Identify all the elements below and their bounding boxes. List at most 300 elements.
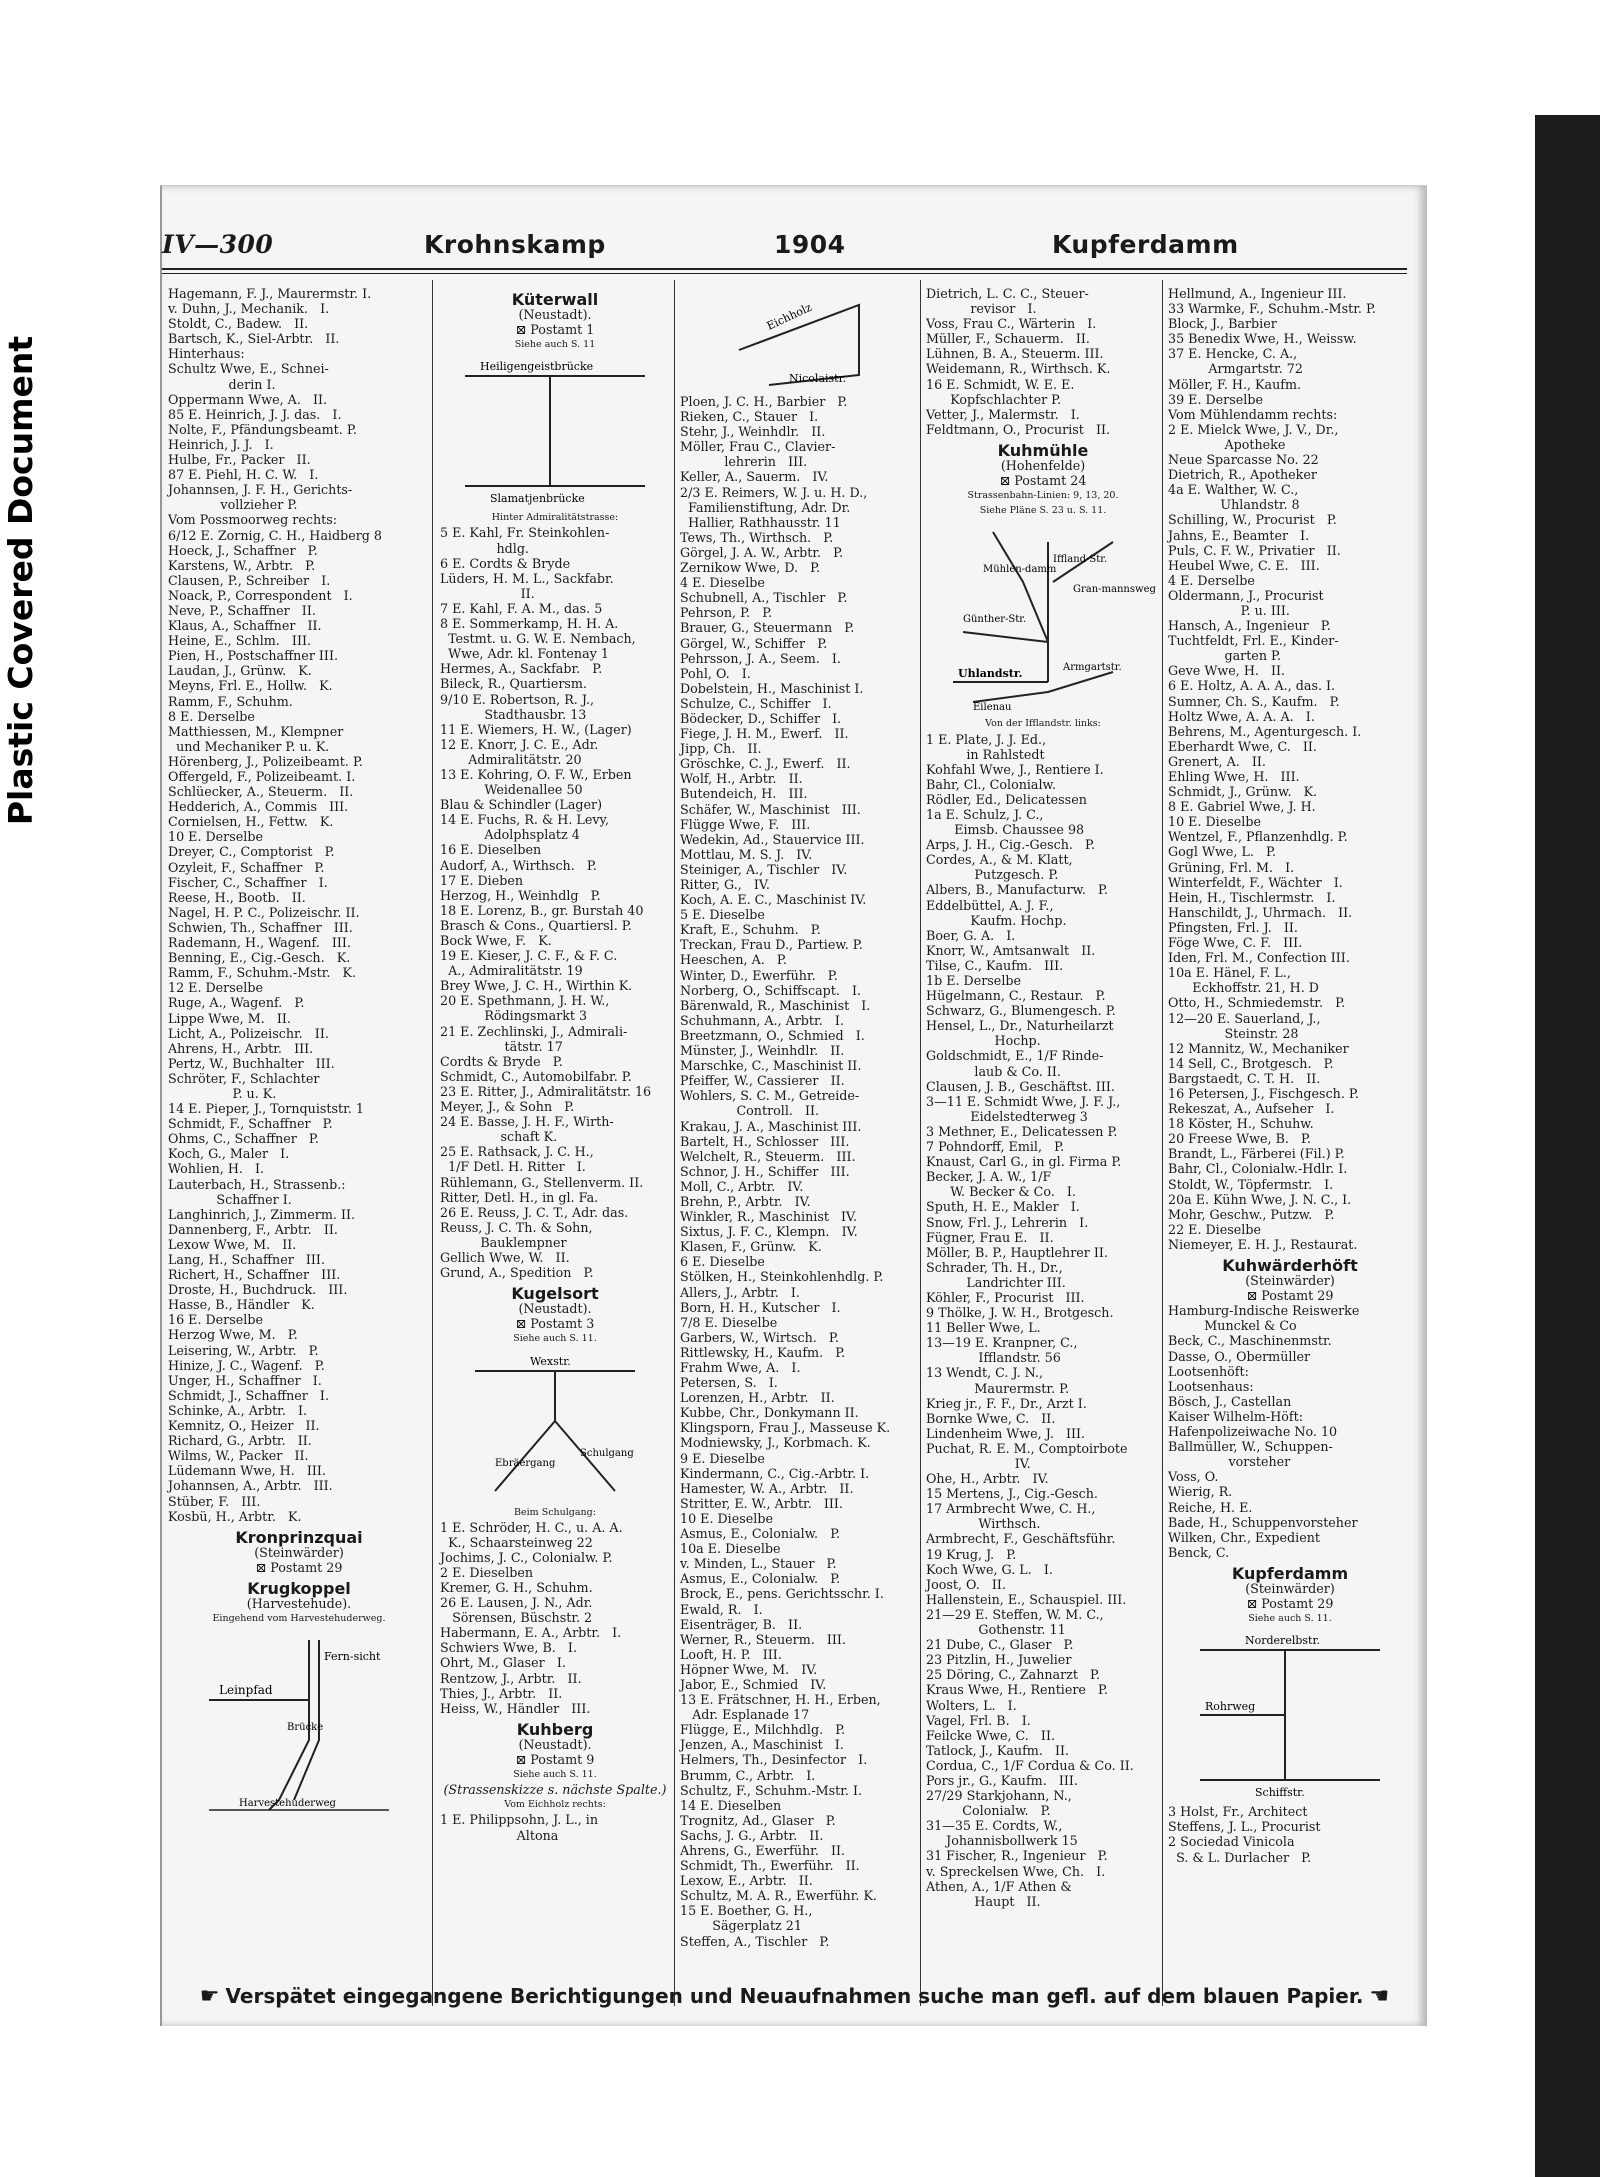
directory-entry: Reiche, H. E. <box>1168 1499 1253 1515</box>
street-map-kugelsort <box>455 1351 655 1501</box>
directory-entry: lehrerin III. <box>680 454 808 470</box>
directory-entry: Behrens, M., Agenturgesch. I. <box>1168 723 1362 739</box>
directory-entry: Köhler, F., Procurist III. <box>926 1289 1085 1305</box>
directory-entry: Reuss, J. C. Th. & Sohn, <box>440 1219 593 1235</box>
street-heading-kupferdamm: Kupferdamm <box>1231 1563 1349 1583</box>
directory-entry: Mohr, Geschw., Putzw. P. <box>1168 1206 1335 1222</box>
directory-entry: Eberhardt Wwe, C. II. <box>1168 738 1317 754</box>
directory-entry: Armgartstr. 72 <box>1168 361 1303 377</box>
directory-entry: 15 Mertens, J., Cig.-Gesch. <box>926 1486 1098 1502</box>
directory-entry: Wohlien, H. I. <box>168 1161 265 1177</box>
directory-entry: Marschke, C., Maschinist II. <box>680 1058 862 1074</box>
directory-entry: 14 Sell, C., Brotgesch. P. <box>1168 1055 1334 1071</box>
directory-entry: Rekeszat, A., Aufseher I. <box>1168 1101 1335 1117</box>
directory-entry: Bornke Wwe, C. II. <box>926 1410 1056 1426</box>
svg-text:Eilenau: Eilenau <box>973 702 1012 714</box>
directory-entry: Schäfer, W., Maschinist III. <box>680 801 861 817</box>
directory-entry: Grenert, A. II. <box>1168 753 1266 769</box>
directory-entry: 13 E. Kohring, O. F. W., Erben <box>440 766 632 782</box>
svg-text:Mühlen-damm: Mühlen-damm <box>983 564 1057 576</box>
directory-entry: 20a E. Kühn Wwe, J. N. C., I. <box>1168 1191 1352 1207</box>
directory-entry: 25 E. Rathsack, J. C. H., <box>440 1144 594 1160</box>
directory-entry: Jochims, J. C., Colonialw. P. <box>440 1549 613 1565</box>
directory-entry: Koch, G., Maler I. <box>168 1146 290 1162</box>
directory-entry: Uhlandstr. 8 <box>1168 497 1300 513</box>
directory-entry: Johannisbollwerk 15 <box>926 1833 1078 1849</box>
directory-entry: Iden, Frl. M., Confection III. <box>1168 950 1350 966</box>
directory-entry: Kaiser Wilhelm-Höft: <box>1168 1408 1303 1424</box>
directory-entry: Hinterhaus: <box>168 346 245 362</box>
column-divider <box>1162 280 1163 2006</box>
street-map-kupferdamm <box>1190 1630 1390 1800</box>
directory-entry: Gothenstr. 11 <box>926 1622 1066 1638</box>
directory-entry: Ruge, A., Wagenf. P. <box>168 995 305 1011</box>
postamt: ⊠ Postamt 1 <box>515 322 595 338</box>
cross-reference: Siehe auch S. 11 <box>514 339 596 351</box>
directory-entry: Schulze, C., Schiffer I. <box>680 695 832 711</box>
directory-entry: Ploen, J. C. H., Barbier P. <box>680 394 848 409</box>
directory-entry: Weidenallee 50 <box>440 782 583 798</box>
directory-entry: 19 Krug, J. P. <box>926 1546 1017 1562</box>
directory-entry: 12—20 E. Sauerland, J., <box>1168 1010 1321 1026</box>
entry-list <box>440 1520 670 1716</box>
directory-entry: Pohl, O. I. <box>680 665 751 681</box>
directory-entry: 17 Armbrecht Wwe, C. H., <box>926 1501 1096 1517</box>
directory-entry: garten P. <box>1168 648 1282 664</box>
directory-entry: 1/F Detl. H. Ritter I. <box>440 1159 586 1175</box>
directory-entry: Offergeld, F., Polizeibeamt. I. <box>168 769 356 784</box>
directory-entry: Sixtus, J. F. C., Klempn. IV. <box>680 1224 858 1240</box>
directory-entry: 13 E. Frätschner, H. H., Erben, <box>680 1692 881 1708</box>
directory-entry: Hafenpolizeiwache No. 10 <box>1168 1424 1338 1440</box>
directory-entry: Vagel, Frl. B. I. <box>926 1712 1031 1728</box>
directory-entry: Neue Sparcasse No. 22 <box>1168 452 1319 468</box>
directory-entry: Feilcke Wwe, C. II. <box>926 1727 1055 1743</box>
directory-entry: 5 E. Kahl, Fr. Steinkohlen- <box>440 525 610 541</box>
entry-list <box>1168 286 1412 1252</box>
directory-entry: Bartelt, H., Schlosser III. <box>680 1133 850 1149</box>
directory-entry: Arps, J. H., Cig.-Gesch. P. <box>926 837 1096 853</box>
directory-entry: 2 E. Mielck Wwe, J. V., Dr., <box>1168 421 1339 437</box>
map-label: Leinpfad <box>219 1683 273 1698</box>
directory-entry: Cordts & Bryde P. <box>440 1053 563 1069</box>
directory-entry: Schlüecker, A., Steuerm. II. <box>168 784 354 800</box>
postamt: ⊠ Postamt 9 <box>515 1752 595 1768</box>
column-3 <box>680 286 918 2006</box>
directory-entry: Breetzmann, O., Schmied I. <box>680 1027 865 1043</box>
directory-entry: Meyer, J., & Sohn P. <box>440 1099 575 1115</box>
street-heading-kugelsort: Kugelsort <box>511 1284 599 1304</box>
directory-entry: Puchat, R. E. M., Comptoirbote <box>926 1440 1128 1456</box>
directory-entry: Hermes, A., Sackfabr. P. <box>440 661 603 677</box>
directory-entry: Tews, Th., Wirthsch. P. <box>680 529 834 545</box>
svg-text:Norderelbstr.: Norderelbstr. <box>1245 1634 1320 1648</box>
directory-entry: Vetter, J., Malermstr. I. <box>926 406 1080 422</box>
directory-entry: Hamester, W. A., Arbtr. II. <box>680 1480 854 1496</box>
directory-entry: Schmidt, J., Grünw. K. <box>1168 784 1318 800</box>
directory-entry: Stüber, F. III. <box>168 1493 261 1509</box>
directory-entry: Otto, H., Schmiedemstr. P. <box>1168 995 1346 1011</box>
directory-entry: Ozyleit, F., Schaffner P. <box>168 859 325 875</box>
page-header <box>162 230 1427 270</box>
directory-entry: Rödingsmarkt 3 <box>440 1008 588 1024</box>
directory-entry: Weidemann, R., Wirthsch. K. <box>926 361 1111 377</box>
directory-entry: Winter, D., Ewerführ. P. <box>680 967 838 983</box>
directory-entry: Richert, H., Schaffner III. <box>168 1267 341 1283</box>
directory-entry: Schmidt, J., Schaffner I. <box>168 1387 329 1403</box>
directory-entry: Brandt, L., Färberei (Fil.) P. <box>1168 1146 1345 1162</box>
directory-entry: Heinrich, J. J. I. <box>168 436 274 452</box>
directory-entry: Flügge, E., Milchhdlg. P. <box>680 1722 846 1738</box>
directory-entry: Ramm, F., Schuhm. <box>168 693 293 709</box>
directory-entry: Kubbe, Chr., Donkymann II. <box>680 1405 859 1421</box>
directory-entry: Bade, H., Schuppenvorsteher <box>1168 1514 1358 1530</box>
directory-entry: Eisenträger, B. II. <box>680 1616 803 1632</box>
directory-entry: 7/8 E. Dieselbe <box>680 1314 778 1330</box>
directory-entry: Kraft, E., Schuhm. P. <box>680 922 821 938</box>
directory-entry: Frahm Wwe, A. I. <box>680 1360 801 1375</box>
directory-entry: Tilse, C., Kaufm. III. <box>926 957 1064 973</box>
directory-entry: IV. <box>926 1456 1031 1471</box>
directory-entry: Thies, J., Arbtr. II. <box>440 1685 563 1701</box>
directory-entry: Controll. II. <box>680 1103 820 1119</box>
directory-entry: Hamburg-Indische Reiswerke <box>1168 1303 1360 1319</box>
directory-entry: 11 Beller Wwe, L. <box>926 1320 1041 1336</box>
directory-entry: Kemnitz, O., Heizer II. <box>168 1418 320 1434</box>
directory-entry: 10 E. Dieselbe <box>680 1510 773 1526</box>
directory-entry: Schröter, F., Schlachter <box>168 1070 320 1086</box>
directory-entry: Föge Wwe, C. F. III. <box>1168 935 1303 951</box>
directory-entry: Treckan, Frau D., Partiew. P. <box>680 937 863 953</box>
directory-entry: Hagemann, F. J., Maurermstr. I. <box>168 286 372 301</box>
directory-entry: 25 Döring, C., Zahnarzt P. <box>926 1667 1101 1683</box>
directory-entry: Apotheke <box>1168 436 1286 452</box>
directory-entry: K., Schaarsteinweg 22 <box>440 1534 593 1550</box>
directory-entry: schaft K. <box>440 1129 558 1145</box>
directory-entry: Rieken, C., Stauer I. <box>680 409 819 425</box>
directory-entry: Krieg jr., F. F., Dr., Arzt I. <box>926 1395 1087 1411</box>
header-year: 1904 <box>774 230 846 259</box>
directory-entry: Born, H. H., Kutscher I. <box>680 1299 841 1315</box>
directory-entry: Testmt. u. G. W. E. Nembach, <box>440 631 636 647</box>
district: (Harvestehude). <box>246 1596 352 1612</box>
directory-entry: Familienstiftung, Adr. Dr. <box>680 499 851 515</box>
directory-entry: 16 E. Derselbe <box>168 1312 263 1328</box>
directory-entry: Bargstaedt, C. T. H. II. <box>1168 1070 1321 1086</box>
directory-entry: Stehr, J., Weinhdlr. II. <box>680 424 826 440</box>
directory-entry: Hörenberg, J., Polizeibeamt. P. <box>168 753 363 769</box>
directory-entry: Dietrich, L. C. C., Steuer- <box>926 286 1089 301</box>
directory-entry: 10a E. Hänel, F. L., <box>1168 965 1291 981</box>
directory-entry: Wedekin, Ad., Stauervice III. <box>680 831 865 847</box>
directory-entry: Lüdemann Wwe, H. III. <box>168 1463 326 1479</box>
directory-entry: Heiss, W., Händler III. <box>440 1700 591 1716</box>
section-note: Beim Schulgang: <box>514 1506 596 1518</box>
directory-entry: Vom Mühlendamm rechts: <box>1168 406 1338 422</box>
directory-entry: Adolphsplatz 4 <box>440 827 580 843</box>
directory-entry: Putzgesch. P. <box>926 867 1059 883</box>
directory-entry: 4 E. Dieselbe <box>680 575 765 591</box>
directory-entry: Pertz, W., Buchhalter III. <box>168 1055 335 1071</box>
district: (Steinwärder) <box>1245 1273 1335 1289</box>
directory-entry: Schnor, J. H., Schiffer III. <box>680 1163 850 1179</box>
directory-entry: Petersen, S. I. <box>680 1375 778 1391</box>
directory-entry: Wirthsch. <box>926 1516 1041 1532</box>
directory-entry: Görgel, W., Schiffer P. <box>680 635 828 651</box>
directory-entry: Lexow Wwe, M. II. <box>168 1236 297 1252</box>
directory-entry: Feldtmann, O., Procurist II. <box>926 421 1111 437</box>
street-map-kuterwall <box>455 356 655 506</box>
directory-entry: S. & L. Durlacher P. <box>1168 1849 1312 1865</box>
street-heading-kuterwall: Küterwall <box>511 290 599 309</box>
directory-entry: Benck, C. <box>1168 1544 1230 1560</box>
directory-entry: Lorenzen, H., Arbtr. II. <box>680 1390 835 1406</box>
entry-list <box>1168 1303 1412 1560</box>
directory-entry: Kaufm. Hochp. <box>926 912 1067 928</box>
directory-entry: Schmidt, Th., Ewerführ. II. <box>680 1858 860 1874</box>
directory-entry: Albers, B., Manufacturw. P. <box>926 882 1108 898</box>
directory-entry: Adr. Esplanade 17 <box>680 1707 810 1723</box>
svg-text:Slamatjenbrücke: Slamatjenbrücke <box>490 492 585 506</box>
directory-entry: 20 E. Spethmann, J. H. W., <box>440 993 610 1009</box>
directory-entry: Eckhoffstr. 21, H. D <box>1168 980 1319 996</box>
directory-entry: Vom Possmoorweg rechts: <box>168 512 338 528</box>
directory-entry: Klingsporn, Frau J., Masseuse K. <box>680 1420 891 1436</box>
street-heading-kuhwarderhoft: Kuhwärderhöft <box>1222 1256 1358 1275</box>
page-number: IV—300 <box>162 230 274 259</box>
directory-entry: Hansch, A., Ingenieur P. <box>1168 618 1331 634</box>
directory-entry: 31—35 E. Cordts, W., <box>926 1818 1063 1834</box>
directory-entry: 12 Mannitz, W., Mechaniker <box>1168 1040 1349 1056</box>
directory-entry: 5 E. Dieselbe <box>680 907 765 923</box>
directory-entry: 15 E. Boether, G. H., <box>680 1903 813 1919</box>
directory-entry: Möller, B. P., Hauptlehrer II. <box>926 1244 1108 1260</box>
directory-entry: Snow, Frl. J., Lehrerin I. <box>926 1214 1089 1230</box>
directory-entry: Stadthausbr. 13 <box>440 706 587 722</box>
directory-entry: Stölken, H., Steinkohlenhdlg. P. <box>680 1269 884 1285</box>
directory-entry: 6/12 E. Zornig, C. H., Haidberg 8 <box>168 527 383 543</box>
svg-text:Rohrweg: Rohrweg <box>1205 1700 1256 1714</box>
column-divider <box>432 280 433 2006</box>
entry: Altona <box>440 1827 559 1843</box>
directory-entry: Armbrecht, F., Geschäftsführ. <box>926 1531 1116 1547</box>
svg-text:Ebräergang: Ebräergang <box>495 1457 556 1469</box>
directory-entry: 6 E. Holtz, A. A. A., das. I. <box>1168 678 1336 694</box>
svg-text:Wexstr.: Wexstr. <box>530 1354 571 1368</box>
directory-entry: Modniewsky, J., Korbmach. K. <box>680 1435 871 1451</box>
svg-text:Heiligengeistbrücke: Heiligengeistbrücke <box>480 360 594 374</box>
directory-entry: 87 E. Piehl, H. C. W. I. <box>168 467 319 483</box>
directory-entry: Rademann, H., Wagenf. III. <box>168 935 351 951</box>
directory-entry: Hedderich, A., Commis III. <box>168 799 349 815</box>
svg-text:Uhlandstr.: Uhlandstr. <box>958 667 1023 681</box>
map-label: Brücke <box>287 1722 324 1734</box>
directory-entry: Brumm, C., Arbtr. I. <box>680 1767 816 1783</box>
directory-entry: Meyns, Frl. E., Hollw. K. <box>168 678 333 694</box>
directory-entry: Admiralitätstr. 20 <box>440 751 582 767</box>
directory-entry: laub & Co. II. <box>926 1063 1061 1079</box>
directory-entry: 9/10 E. Robertson, R. J., <box>440 691 595 707</box>
svg-text:Armgartstr.: Armgartstr. <box>1063 662 1122 674</box>
directory-entry: v. Duhn, J., Mechanik. I. <box>168 301 330 317</box>
directory-entry: Sumner, Ch. S., Kaufm. P. <box>1168 693 1340 709</box>
directory-entry: Knaust, Carl G., in gl. Firma P. <box>926 1154 1122 1170</box>
directory-entry: derin I. <box>168 376 276 392</box>
directory-entry: Hanschildt, J., Uhrmach. II. <box>1168 904 1353 920</box>
street-heading-kronprinzquai: Kronprinzquai <box>235 1527 363 1547</box>
svg-text:Schiffstr.: Schiffstr. <box>1255 1786 1305 1800</box>
tram-lines: Strassenbahn-Linien: 9, 13, 20. <box>967 490 1119 502</box>
directory-entry: 1 E. Schröder, H. C., u. A. A. <box>440 1519 623 1535</box>
directory-entry: 14 E. Fuchs, R. & H. Levy, <box>440 812 610 828</box>
directory-entry: Krakau, J. A., Maschinist III. <box>680 1118 862 1134</box>
directory-entry: Moll, C., Arbtr. IV. <box>680 1178 804 1194</box>
side-label: Plastic Covered Document <box>1 335 41 825</box>
directory-entry: Wilms, W., Packer II. <box>168 1448 309 1464</box>
directory-entry: 12 E. Knorr, J. C. E., Adr. <box>440 736 599 752</box>
directory-entry: in Rahlstedt <box>926 746 1045 762</box>
district: (Neustadt). <box>518 1301 592 1317</box>
directory-entry: Neve, P., Schaffner II. <box>168 602 316 618</box>
directory-entry: 21 Dube, C., Glaser P. <box>926 1637 1074 1653</box>
directory-entry: Ehling Wwe, H. III. <box>1168 769 1300 784</box>
directory-entry: 13 Wendt, C. J. N., <box>926 1365 1043 1381</box>
cross-reference: Siehe Pläne S. 23 u. S. 11. <box>979 505 1107 517</box>
directory-entry: Reese, H., Bootb. II. <box>168 889 306 905</box>
directory-entry: Herzog Wwe, M. P. <box>168 1327 298 1343</box>
directory-entry: Gellich Wwe, W. II. <box>440 1249 570 1265</box>
svg-text:Iffland-Str.: Iffland-Str. <box>1053 554 1108 566</box>
directory-entry: Lippe Wwe, M. II. <box>168 1010 291 1026</box>
directory-entry: Schaffner I. <box>168 1191 292 1207</box>
directory-entry: Tatlock, J., Kaufm. II. <box>926 1742 1070 1758</box>
directory-entry: Lexow, E., Arbtr. II. <box>680 1873 813 1889</box>
directory-entry: 7 E. Kahl, F. A. M., das. 5 <box>440 600 603 616</box>
directory-entry: Wohlers, S. C. M., Getreide- <box>680 1088 860 1104</box>
directory-entry: 22 E. Dieselbe <box>1168 1221 1261 1237</box>
directory-entry: 85 E. Heinrich, J. J. das. I. <box>168 406 342 422</box>
column-divider <box>674 280 675 2006</box>
directory-entry: Lang, H., Schaffner III. <box>168 1252 325 1267</box>
directory-entry: Hallier, Rathhausstr. 11 <box>680 514 841 530</box>
directory-entry: Jabor, E., Schmied IV. <box>680 1676 827 1692</box>
directory-entry: 37 E. Hencke, C. A., <box>1168 346 1298 362</box>
directory-entry: Ewald, R. I. <box>680 1601 763 1617</box>
directory-entry: Ballmüller, W., Schuppen- <box>1168 1439 1333 1455</box>
directory-entry: Ohe, H., Arbtr. IV. <box>926 1471 1049 1487</box>
directory-entry: Laudan, J., Grünw. K. <box>168 663 312 679</box>
directory-entry: Heeschen, A. P. <box>680 952 787 968</box>
directory-entry: Rödler, Ed., Delicatessen <box>926 791 1087 807</box>
directory-entry: Norberg, O., Schiffscapt. I. <box>680 982 862 998</box>
directory-entry: Zernikow Wwe, D. P. <box>680 560 821 576</box>
directory-entry: Bock Wwe, F. K. <box>440 933 552 948</box>
directory-entry: Richard, G., Arbtr. II. <box>168 1433 312 1449</box>
directory-entry: Cordua, C., 1/F Cordua & Co. II. <box>926 1757 1134 1773</box>
directory-entry: Joost, O. II. <box>926 1576 1006 1592</box>
directory-entry: Kremer, G. H., Schuhm. <box>440 1580 593 1595</box>
directory-entry: Pien, H., Postschaffner III. <box>168 648 338 664</box>
directory-entry: 11 E. Wiemers, H. W., (Lager) <box>440 721 632 737</box>
directory-entry: Wilken, Chr., Expedient <box>1168 1529 1321 1545</box>
directory-entry: Goldschmidt, E., 1/F Rinde- <box>926 1048 1104 1064</box>
directory-entry: Jipp, Ch. II. <box>680 741 762 757</box>
directory-entry: 16 E. Schmidt, W. E. E. <box>926 376 1075 392</box>
directory-entry: 16 E. Dieselben <box>440 842 542 858</box>
directory-entry: Asmus, E., Colonialw. P. <box>680 1571 841 1587</box>
pointing-hand-icon: ☚ <box>1369 1984 1390 2009</box>
directory-entry: 23 Pitzlin, H., Juwelier <box>926 1652 1072 1668</box>
directory-entry: Knorr, W., Amtsanwalt II. <box>926 942 1096 958</box>
directory-entry: v. Spreckelsen Wwe, Ch. I. <box>926 1863 1106 1879</box>
directory-entry: 16 Petersen, J., Fischgesch. P. <box>1168 1085 1359 1101</box>
directory-entry: 18 Köster, H., Schuhw. <box>1168 1116 1314 1132</box>
map-label: Fern-sicht <box>324 1650 381 1664</box>
directory-entry: Dietrich, R., Apotheker <box>1168 467 1317 483</box>
directory-entry: Rühlemann, G., Stellenverm. II. <box>440 1174 644 1190</box>
directory-entry: Gröschke, C. J., Ewerf. II. <box>680 756 851 772</box>
directory-entry: 27/29 Starkjohann, N., <box>926 1788 1072 1804</box>
directory-entry: Flügge Wwe, F. III. <box>680 816 811 832</box>
directory-entry: Steinstr. 28 <box>1168 1025 1299 1041</box>
district: (Neustadt). <box>518 1736 592 1752</box>
section-note: Hinter Admiralitätstrasse: <box>491 512 619 524</box>
header-rule <box>162 268 1407 270</box>
directory-entry: Möller, F. H., Kaufm. <box>1168 376 1302 392</box>
directory-entry: 14 E. Dieselben <box>680 1797 782 1813</box>
directory-entry: Nolte, F., Pfändungsbeamt. P. <box>168 421 357 437</box>
directory-entry: 10a E. Dieselbe <box>680 1541 781 1557</box>
directory-entry: Boer, G. A. I. <box>926 927 1016 943</box>
directory-entry: Heubel Wwe, C. E. III. <box>1168 557 1320 573</box>
directory-entry: 1 E. Plate, J. J. Ed., <box>926 731 1047 747</box>
street-map-kuhmuhle <box>943 522 1156 714</box>
directory-entry: 21 E. Zechlinski, J., Admirali- <box>440 1023 628 1039</box>
directory-entry: Looft, H. P. III. <box>680 1646 782 1662</box>
directory-entry: Ritter, Detl. H., in gl. Fa. <box>440 1189 599 1205</box>
directory-entry: Hensel, L., Dr., Naturheilarzt <box>926 1018 1114 1034</box>
directory-entry: tätstr. 17 <box>440 1038 563 1054</box>
directory-entry: Pehrsson, J. A., Seem. I. <box>680 650 841 666</box>
directory-entry: Rentzow, J., Arbtr. II. <box>440 1670 582 1686</box>
scan-edge-bar <box>1535 115 1600 2177</box>
directory-entry: Winkler, R., Maschinist IV. <box>680 1209 858 1225</box>
directory-entry: W. Becker & Co. I. <box>926 1184 1076 1200</box>
directory-entry: Grund, A., Spedition P. <box>440 1265 594 1281</box>
directory-entry: Ifflandstr. 56 <box>926 1350 1061 1366</box>
directory-entry: 35 Benedix Wwe, H., Weissw. <box>1168 331 1357 347</box>
section-note: Von der Ifflandstr. links: <box>985 718 1101 730</box>
directory-entry: Hellmund, A., Ingenieur III. <box>1168 286 1347 301</box>
directory-entry: Sörensen, Büschstr. 2 <box>440 1610 593 1626</box>
directory-entry: Wolters, L. I. <box>926 1697 1017 1713</box>
directory-entry: Allers, J., Arbtr. I. <box>680 1284 800 1300</box>
directory-entry: Möller, Frau C., Clavier- <box>680 439 836 455</box>
directory-entry: 3—11 E. Schmidt Wwe, J. F. J., <box>926 1093 1121 1109</box>
directory-entry: Oppermann Wwe, A. II. <box>168 391 328 407</box>
directory-entry: Görgel, J. A. W., Arbtr. P. <box>680 544 844 560</box>
directory-entry: Fügner, Frau E. II. <box>926 1229 1054 1245</box>
column-5 <box>1168 286 1412 2006</box>
directory-entry: Herzog, H., Weinhdlg P. <box>440 887 601 903</box>
svg-text:Günther-Str.: Günther-Str. <box>963 614 1027 626</box>
directory-entry: Holtz Wwe, A. A. A. I. <box>1168 708 1315 724</box>
directory-entry: Winterfeldt, F., Wächter I. <box>1168 874 1343 890</box>
pointing-hand-icon: ☛ <box>199 1984 220 2009</box>
directory-entry: Kindermann, C., Cig.-Arbtr. I. <box>680 1465 870 1481</box>
directory-entry: Dasse, O., Obermüller <box>1168 1348 1311 1364</box>
directory-entry: Hasse, B., Händler K. <box>168 1297 315 1313</box>
